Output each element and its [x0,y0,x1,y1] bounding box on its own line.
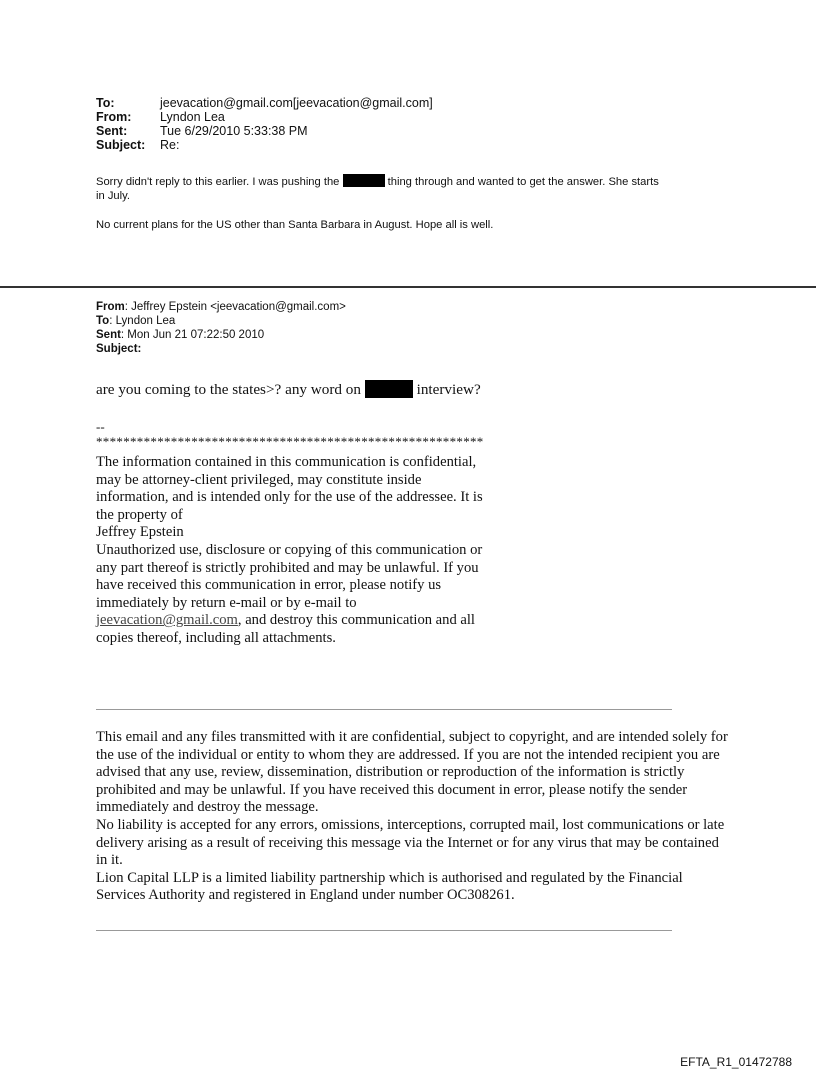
quoted-text-after: interview? [416,381,481,398]
subject-value: Re: [160,138,180,152]
disclaimer [96,454,496,648]
disclaimer-text-3: , and destroy this communication and all copies thereof, including all attachments. [96,612,475,646]
sent-row [96,124,433,138]
quoted-sent-label: Sent [96,329,121,341]
reply-line-1 [96,174,736,189]
from-value: Lyndon Lea [160,110,225,124]
quoted-body [96,380,481,399]
reply-line-2: No current plans for the US other than Santa Barbara in August. Hope all is well. [96,219,494,231]
redaction-box [343,174,385,187]
quoted-to-row [96,314,346,328]
quoted-text-before: are you coming to the states>? any word on [96,381,361,398]
to-label: To: [96,96,115,110]
quoted-to-label: To [96,315,110,327]
quoted-subject-colon: : [137,343,142,355]
divider-1 [96,709,672,710]
email-header [96,96,433,152]
quoted-from-row [96,300,346,314]
disclaimer-text: The information contained in this communication is confidential, may be attorney-client privileged, may constitute inside information, and is intended only for the use of the addressee. It is the property of [96,454,483,523]
reply-text-before: Sorry didn't reply to this earlier. I was pushing the [96,176,340,188]
disclaimer-email-link[interactable]: jeevacation@gmail.com [96,612,238,629]
quoted-sent-value: : Mon Jun 21 07:22:50 2010 [120,329,265,341]
redaction-box [365,380,413,398]
subject-row [96,138,433,152]
quoted-sent-row [96,328,346,342]
from-label: From: [96,110,132,124]
divider-2 [96,930,672,931]
quoted-header [96,300,346,356]
to-row [96,96,433,110]
quoted-from-value: : Jeffrey Epstein <jeevacation@gmail.com> [124,301,346,313]
sig-dashes: -- [96,419,105,434]
legal-notice [96,729,728,905]
disclaimer-name: Jeffrey Epstein [96,524,184,541]
message-separator [0,286,816,288]
subject-label: Subject: [96,138,146,152]
reply-text-after: thing through and wanted to get the answer. She starts [387,176,659,188]
reply-body [96,174,736,232]
to-value: jeevacation@gmail.com[jeevacation@gmail.com] [160,96,433,110]
legal-paragraph-2: No liability is accepted for any errors, omissions, interceptions, corrupted mail, lost communications or late delivery arising as a result of receiving this message via the Internet or for any virus that may be contained in it. [96,816,725,869]
sig-stars: ********************************************************* [96,434,484,449]
legal-paragraph-1: This email and any files transmitted with it are confidential, subject to copyright, and are intended solely for the use of the individual or entity to whom they are addressed. If you are not the intended recipient you are advised that any use, review, dissemination, distribution or reproduction of the information is strictly prohibited and may be unlawful. If you have received this document in error, please notify the sender immediately and destroy the message. [96,729,728,816]
legal-paragraph-3: Lion Capital LLP is a limited liability partnership which is authorised and regulated by the Financial Services Authority and registered in England under number OC308261. [96,869,683,904]
reply-line-1-cont: in July. [96,190,130,202]
quoted-to-value: : Lyndon Lea [109,315,176,327]
quoted-subject-row [96,342,346,356]
disclaimer-text-2: Unauthorized use, disclosure or copying of this communication or any part thereof is strictly prohibited and may be unlawful. If you have received this communication in error, please notify us immediately by return e-mail or by e-mail to [96,541,483,611]
from-row [96,110,433,124]
sent-label: Sent: [96,124,128,138]
document-id: EFTA_R1_01472788 [680,1055,792,1069]
sent-value: Tue 6/29/2010 5:33:38 PM [160,124,308,138]
quoted-from-label: From [96,301,125,313]
quoted-subject-label: Subject [96,343,138,355]
